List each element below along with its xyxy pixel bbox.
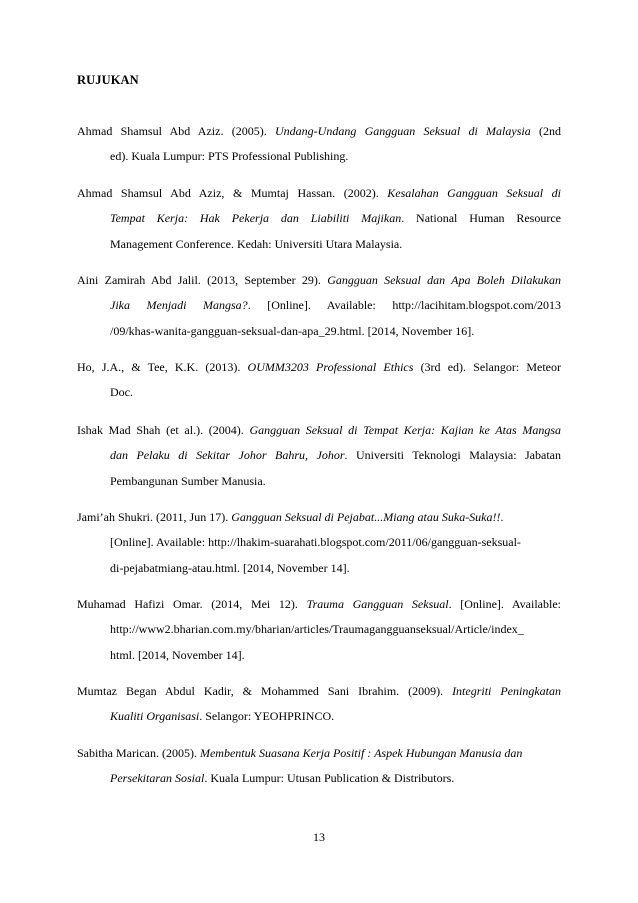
reference-entry	[77, 268, 561, 344]
reference-line	[77, 704, 561, 729]
reference-line	[77, 592, 561, 617]
reference-entry	[77, 741, 561, 792]
reference-line	[77, 766, 561, 791]
reference-line	[77, 418, 561, 443]
reference-line	[77, 741, 561, 766]
reference-line	[77, 530, 561, 555]
reference-title-text: Gangguan Seksual di Pejabat...Miang atau Suka-Suka!!	[231, 510, 501, 524]
reference-title-text: Tempat Kerja: Hak Pekerja dan Liabiliti Majikan	[110, 211, 402, 226]
reference-text: Ho, J.A., & Tee, K.K. (2013).	[77, 360, 248, 374]
reference-title-text: Trauma Gangguan Seksual	[306, 597, 449, 611]
reference-line	[77, 505, 561, 530]
reference-line	[77, 293, 561, 318]
reference-text: Muhamad Hafizi Omar. (2014, Mei 12).	[77, 597, 307, 611]
reference-text: . National Human Resource	[401, 211, 561, 226]
reference-entry	[77, 505, 561, 581]
reference-text: Ishak Mad Shah (et al.). (2004).	[77, 423, 250, 437]
reference-line	[77, 617, 561, 642]
reference-line	[77, 144, 561, 169]
reference-text: Sabitha Marican. (2005).	[77, 746, 200, 760]
reference-line	[77, 268, 561, 293]
reference-text: Management Conference. Kedah: Universiti Utara Malaysia.	[110, 236, 403, 251]
reference-text: . Universiti Teknologi Malaysia: Jabatan	[344, 448, 561, 463]
reference-text: (2nd	[530, 124, 561, 138]
reference-text: . [Online]. Available:	[448, 597, 561, 611]
reference-title-text: Gangguan Seksual di Tempat Kerja: Kajian ke Atas Mangsa	[249, 423, 561, 437]
reference-text: Aini Zamirah Abd Jalil. (2013, September 29).	[77, 273, 328, 287]
reference-line	[77, 181, 561, 206]
reference-text: . Kuala Lumpur: Utusan Publication & Distributors.	[204, 771, 455, 786]
reference-line	[77, 380, 561, 405]
reference-text: html. [2014, November 14].	[110, 647, 245, 662]
reference-title-text: Kesalahan Gangguan Seksual di	[387, 186, 561, 200]
reference-line	[77, 119, 561, 144]
reference-line	[77, 319, 561, 344]
reference-title-text: Membentuk Suasana Kerja Positif : Aspek Hubungan Manusia dan	[199, 746, 523, 760]
reference-line	[77, 206, 561, 231]
reference-title-text: dan Pelaku di Sekitar Johor Bahru, Johor	[110, 448, 345, 463]
references-heading: RUJUKAN	[77, 73, 139, 87]
reference-entry	[77, 592, 561, 668]
reference-text: [Online]. Available: http://lhakim-suarahati.blogspot.com/2011/06/gangguan-seksual-	[110, 535, 521, 550]
reference-text: http://www2.bharian.com.my/bharian/articles/Traumagangguanseksual/Article/index_	[110, 622, 524, 637]
reference-line	[77, 643, 561, 668]
reference-text: . [Online]. Available: http://lacihitam.blogspot.com/2013	[247, 298, 561, 313]
reference-line	[77, 469, 561, 494]
reference-line	[77, 679, 561, 704]
reference-line	[77, 355, 561, 380]
reference-line	[77, 232, 561, 257]
reference-text: Ahmad Shamsul Abd Aziz, & Mumtaj Hassan. (2002).	[77, 186, 388, 200]
reference-text: Doc.	[110, 385, 133, 400]
reference-text: ed). Kuala Lumpur: PTS Professional Publishing.	[110, 149, 349, 164]
reference-title-text: Integriti Peningkatan	[452, 684, 561, 698]
reference-title-text: Kualiti Organisasi	[110, 709, 200, 724]
reference-text: di-pejabatmiang-atau.html. [2014, November 14].	[110, 560, 350, 575]
reference-entry	[77, 181, 561, 257]
reference-title-text: Persekitaran Sosial	[110, 771, 205, 786]
reference-text: . Selangor: YEOHPRINCO.	[199, 709, 335, 724]
reference-title-text: Undang-Undang Gangguan Seksual di Malaysia	[275, 124, 531, 138]
reference-text: (3rd ed). Selangor: Meteor	[413, 360, 561, 374]
reference-entry	[77, 355, 561, 406]
page-number: 13	[313, 830, 325, 844]
reference-entry	[77, 679, 561, 730]
reference-text: /09/khas-wanita-gangguan-seksual-dan-apa_29.html. [2014, November 16].	[110, 323, 475, 338]
reference-entry	[77, 418, 561, 494]
reference-line	[77, 443, 561, 468]
reference-text: .	[500, 510, 504, 524]
reference-entry	[77, 119, 561, 170]
reference-title-text: OUMM3203 Professional Ethics	[247, 360, 414, 374]
reference-text: Mumtaz Began Abdul Kadir, & Mohammed Sani Ibrahim. (2009).	[77, 684, 453, 698]
reference-line	[77, 556, 561, 581]
reference-text: Ahmad Shamsul Abd Aziz. (2005).	[77, 124, 275, 138]
reference-title-text: Gangguan Seksual dan Apa Boleh Dilakukan	[327, 273, 561, 287]
reference-text: Pembangunan Sumber Manusia.	[110, 473, 266, 488]
reference-text: Jami’ah Shukri. (2011, Jun 17).	[77, 510, 232, 524]
reference-title-text: Jika Menjadi Mangsa?	[110, 298, 248, 313]
